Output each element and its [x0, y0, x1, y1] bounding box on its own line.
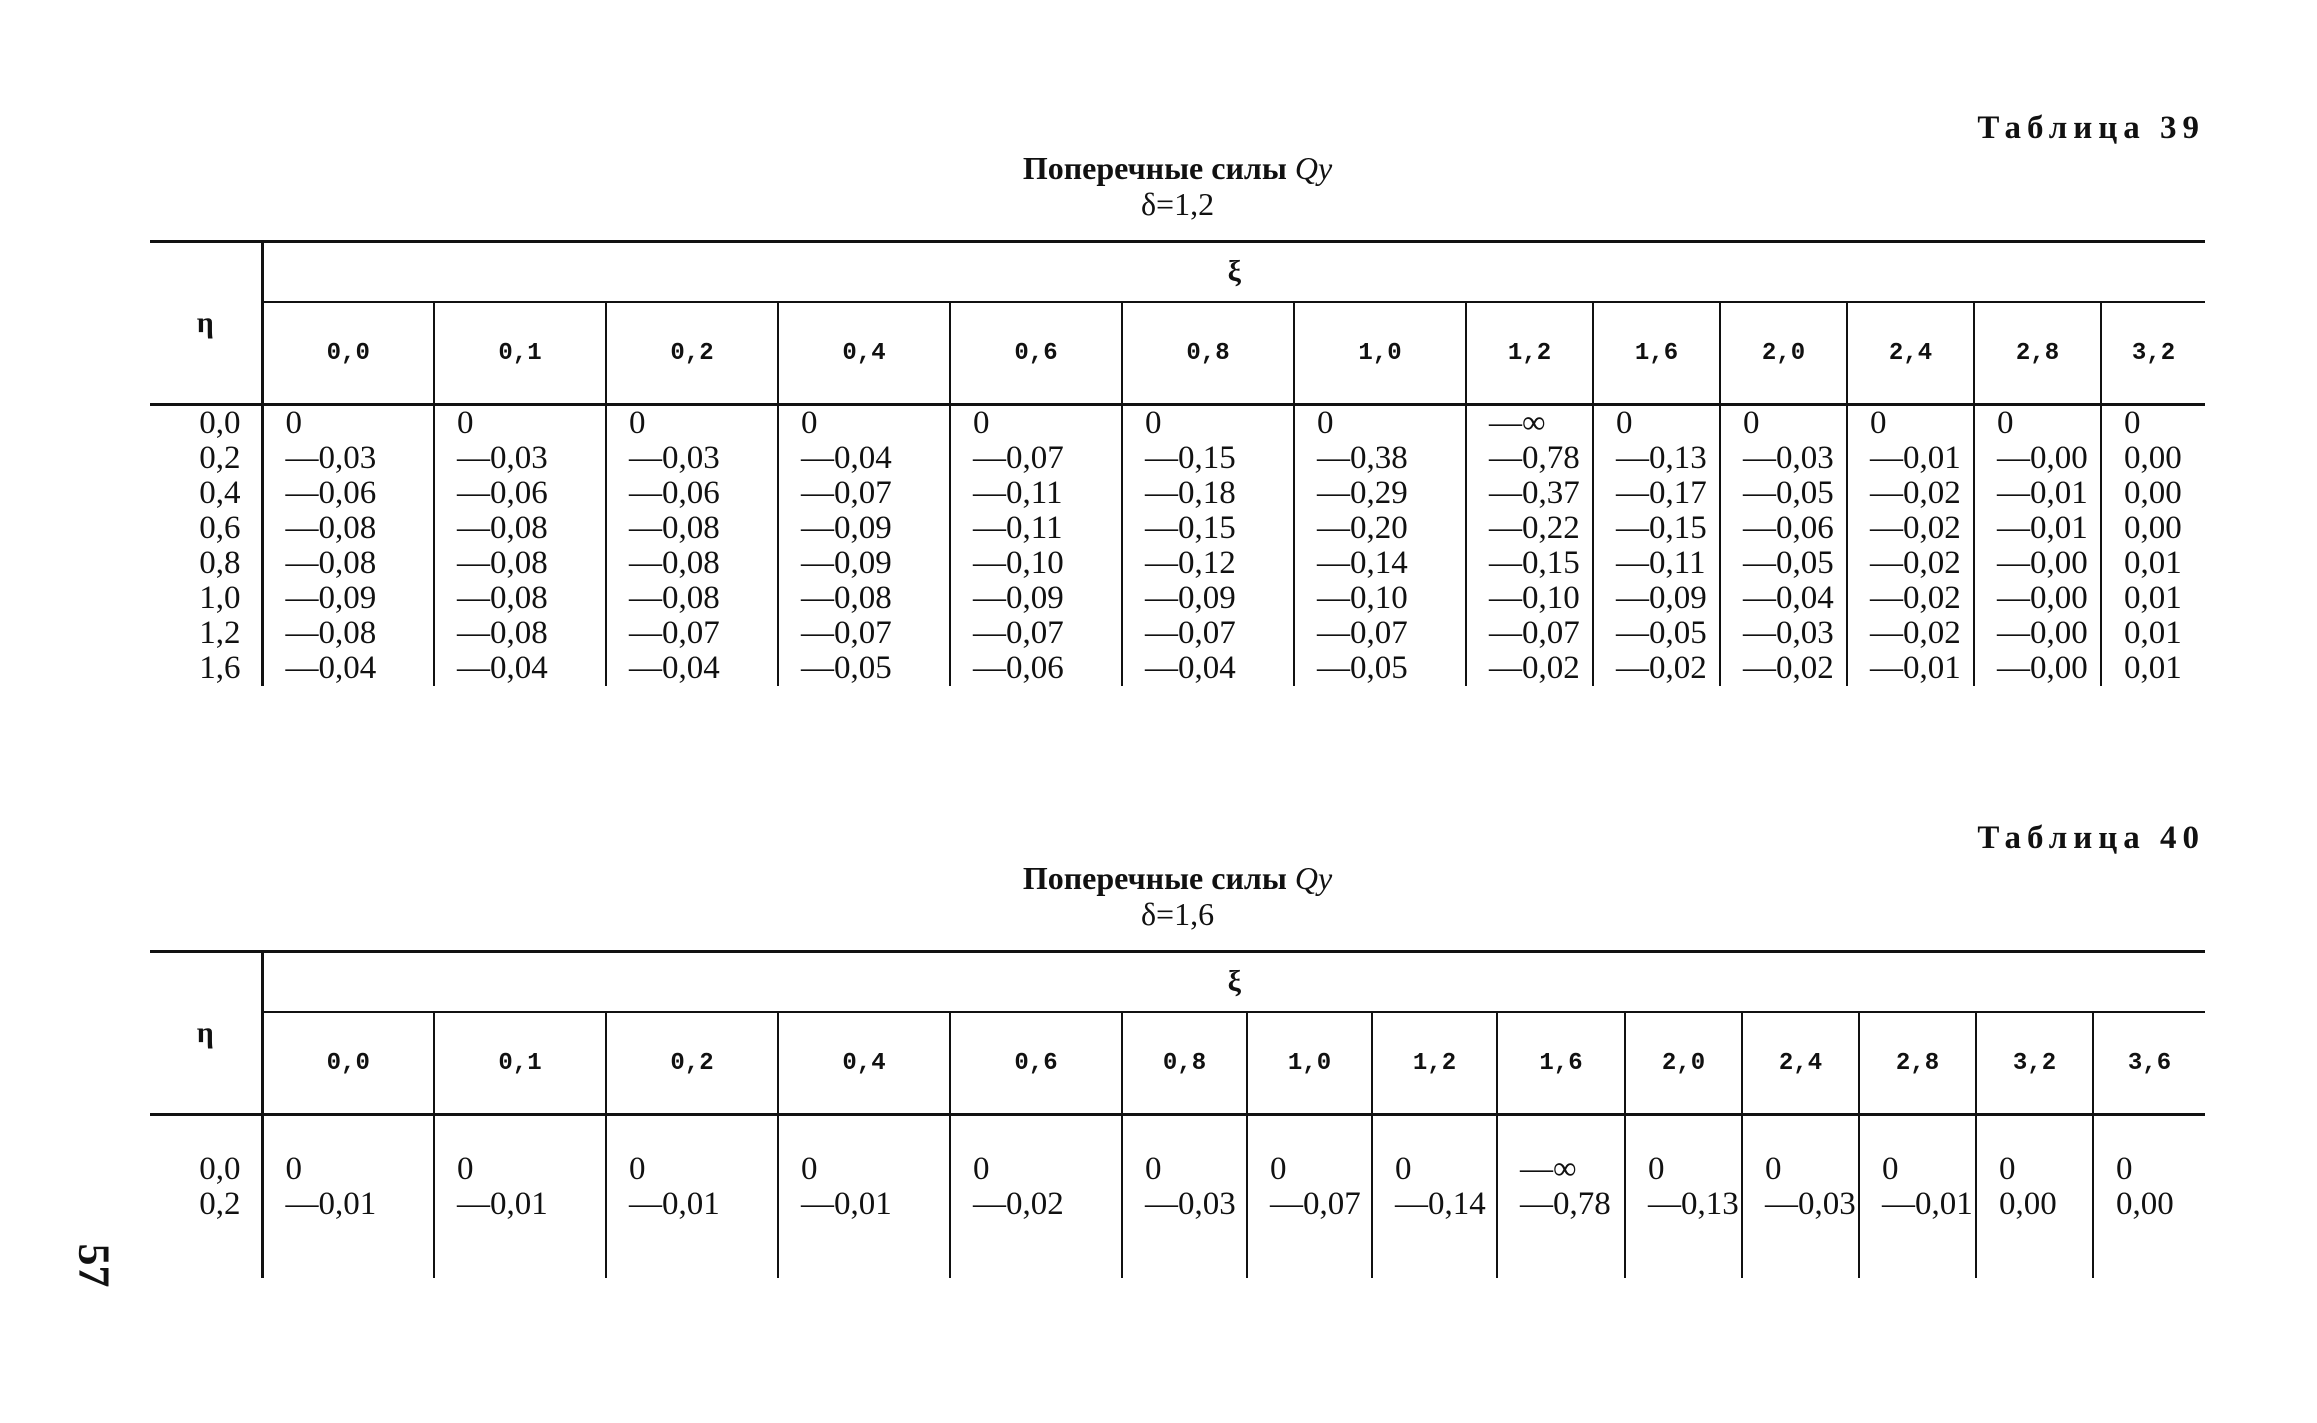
table-cell: —0,06	[457, 475, 548, 511]
caption-param: δ=1,2	[1140, 186, 1215, 222]
value-column	[1466, 405, 1593, 687]
column-header-xi: 2,4	[1742, 1012, 1859, 1115]
table-cell: 0	[801, 405, 818, 441]
column-header-xi: 0,0	[262, 1012, 434, 1115]
table-cell: —0,01	[1882, 1186, 1973, 1222]
eta-value: 0,2	[199, 440, 241, 476]
table-cell: —0,08	[457, 580, 548, 616]
table-cell: 0	[1145, 1151, 1162, 1187]
table-cell: 0,00	[2116, 1186, 2174, 1222]
table-cell: 0,01	[2124, 580, 2182, 616]
value-column	[1122, 405, 1294, 687]
table-cell: —0,01	[457, 1186, 548, 1222]
value-column	[1625, 1115, 1742, 1279]
table-cell: 0	[1997, 405, 2014, 441]
caption-title	[150, 860, 2205, 896]
table-cell: —0,07	[801, 475, 892, 511]
table-cell: —0,14	[1395, 1186, 1486, 1222]
column-header-row	[150, 1012, 2205, 1115]
column-header-xi: 0,4	[778, 302, 950, 405]
eta-value: 0,8	[199, 545, 241, 581]
table-cell: —0,08	[801, 580, 892, 616]
value-column	[950, 1115, 1122, 1279]
table-cell: —0,22	[1489, 510, 1580, 546]
table-cell: —0,02	[1870, 545, 1961, 581]
table-cell: —0,10	[1489, 580, 1580, 616]
table-cell: —0,02	[1616, 650, 1707, 686]
table-cell: 0	[801, 1151, 818, 1187]
eta-value: 0,4	[199, 475, 241, 511]
table-cell: —0,03	[1765, 1186, 1856, 1222]
table-cell: 0	[285, 405, 302, 441]
table-cell: 0	[1395, 1151, 1412, 1187]
table-cell: —0,02	[973, 1186, 1064, 1222]
table-cell: —0,07	[1489, 615, 1580, 651]
value-column	[1593, 405, 1720, 687]
column-header-xi: 0,8	[1122, 302, 1294, 405]
table-cell: 0	[285, 1151, 302, 1187]
table-cell: 0	[1743, 405, 1760, 441]
table-cell: —0,00	[1997, 545, 2088, 581]
table-number-label: Таблица 40	[1977, 820, 2205, 856]
eta-value: 1,2	[199, 615, 241, 651]
data-table	[150, 240, 2205, 686]
value-column	[1742, 1115, 1859, 1279]
table-cell: —0,02	[1870, 615, 1961, 651]
column-header-xi: 0,6	[950, 302, 1122, 405]
table-cell: 0	[973, 405, 990, 441]
table-cell: —0,07	[1317, 615, 1408, 651]
column-group-header-xi: ξ	[262, 952, 2205, 1013]
value-column	[1974, 405, 2101, 687]
table-cell: —0,11	[1616, 545, 1706, 581]
value-column	[606, 405, 778, 687]
table-cell: —0,08	[457, 510, 548, 546]
table-cell: —0,01	[1870, 650, 1961, 686]
table-cell: —0,03	[1743, 440, 1834, 476]
value-column	[1847, 405, 1974, 687]
table-cell: —0,04	[801, 440, 892, 476]
table-cell: —0,10	[1317, 580, 1408, 616]
table-cell: —0,08	[285, 615, 377, 651]
table-cell: —0,05	[1317, 650, 1408, 686]
caption-title	[150, 150, 2205, 186]
eta-value: 0,0	[199, 1151, 241, 1187]
column-header-xi: 1,2	[1466, 302, 1593, 405]
column-header-xi: 1,6	[1593, 302, 1720, 405]
table-cell: —0,01	[1997, 510, 2088, 546]
table-cell: —0,01	[1870, 440, 1961, 476]
table-cell: 0,01	[2124, 615, 2182, 651]
column-header-xi: 1,2	[1372, 1012, 1497, 1115]
eta-value: 1,0	[199, 580, 241, 616]
eta-value: 0,2	[199, 1186, 241, 1222]
table-cell: —0,02	[1870, 580, 1961, 616]
caption-symbol: Qy	[1294, 150, 1333, 186]
table-cell: —0,18	[1145, 475, 1236, 511]
eta-value: 0,6	[199, 510, 241, 546]
table-cell: —0,13	[1648, 1186, 1739, 1222]
table-cell: 0	[1317, 405, 1334, 441]
eta-column	[150, 405, 262, 687]
table-cell: —0,03	[1743, 615, 1834, 651]
table-cell: —0,07	[1270, 1186, 1361, 1222]
row-header-eta: η	[150, 952, 262, 1115]
table-cell: 0,01	[2124, 650, 2182, 686]
table-cell: —0,17	[1616, 475, 1707, 511]
value-column	[1372, 1115, 1497, 1279]
table-cell: —0,08	[629, 510, 720, 546]
table-cell: —0,09	[801, 545, 892, 581]
column-header-xi: 0,2	[606, 1012, 778, 1115]
table-cell: —0,03	[285, 440, 377, 476]
table-body-row	[150, 405, 2205, 687]
table-cell: —0,06	[973, 650, 1064, 686]
table-cell: —0,11	[973, 475, 1063, 511]
table-cell: —0,15	[1145, 510, 1236, 546]
table-cell: 0	[629, 1151, 646, 1187]
table-cell: 0	[2124, 405, 2141, 441]
table-cell: —0,10	[973, 545, 1064, 581]
value-column	[1247, 1115, 1372, 1279]
table-cell: —0,05	[1743, 545, 1834, 581]
column-header-xi: 0,2	[606, 302, 778, 405]
value-column	[778, 405, 950, 687]
table-cell: —0,08	[285, 510, 377, 546]
table-cell: —0,00	[1997, 580, 2088, 616]
table-cell: —∞	[1489, 405, 1546, 441]
value-column	[434, 405, 606, 687]
column-header-xi: 0,6	[950, 1012, 1122, 1115]
table-cell: —0,00	[1997, 650, 2088, 686]
table-cell: 0	[1870, 405, 1887, 441]
value-column	[606, 1115, 778, 1279]
table-cell: —0,06	[285, 475, 377, 511]
table-cell: —0,09	[973, 580, 1064, 616]
table-cell: —0,08	[457, 545, 548, 581]
column-header-xi: 3,2	[1976, 1012, 2093, 1115]
table-cell: —0,08	[629, 580, 720, 616]
column-header-xi: 0,8	[1122, 1012, 1247, 1115]
table-cell: —0,78	[1489, 440, 1580, 476]
table-cell: 0	[457, 1151, 474, 1187]
table-cell: 0	[1999, 1151, 2016, 1187]
value-column	[1294, 405, 1466, 687]
value-column	[262, 405, 434, 687]
value-column	[2093, 1115, 2205, 1279]
caption-param: δ=1,6	[1140, 896, 1215, 932]
table-cell: —0,08	[285, 545, 377, 581]
table-cell: —0,05	[1616, 615, 1707, 651]
table-cell: 0	[1882, 1151, 1899, 1187]
table-cell: —0,14	[1317, 545, 1408, 581]
table-cell: —0,15	[1616, 510, 1707, 546]
caption-text: Поперечные силы	[1022, 860, 1287, 896]
column-header-row	[150, 302, 2205, 405]
table-cell: —0,06	[1743, 510, 1834, 546]
caption-text: Поперечные силы	[1022, 150, 1287, 186]
caption-symbol: Qy	[1294, 860, 1333, 896]
value-column	[1859, 1115, 1976, 1279]
table-cell: —0,08	[457, 615, 548, 651]
column-header-xi: 1,0	[1294, 302, 1466, 405]
column-header-xi: 2,4	[1847, 302, 1974, 405]
table-cell: —0,15	[1489, 545, 1580, 581]
table-cell: —0,04	[285, 650, 377, 686]
table-cell: —0,01	[1997, 475, 2088, 511]
table-cell: —0,03	[629, 440, 720, 476]
row-header-eta: η	[150, 242, 262, 405]
table-cell: —∞	[1520, 1151, 1577, 1187]
column-header-xi: 2,8	[1859, 1012, 1976, 1115]
column-header-xi: 1,0	[1247, 1012, 1372, 1115]
column-header-xi: 1,6	[1497, 1012, 1625, 1115]
column-header-xi: 2,0	[1625, 1012, 1742, 1115]
eta-value: 1,6	[199, 650, 241, 686]
table-cell: —0,09	[1145, 580, 1236, 616]
table-cell: —0,02	[1870, 510, 1961, 546]
table-cell: 0,00	[2124, 475, 2182, 511]
page-number: 57	[69, 1243, 119, 1288]
table-cell: 0	[1616, 405, 1633, 441]
column-header-xi: 0,1	[434, 302, 606, 405]
table-caption	[150, 150, 2205, 222]
table-cell: —0,09	[801, 510, 892, 546]
table-cell: —0,00	[1997, 615, 2088, 651]
value-column	[1122, 1115, 1247, 1279]
value-column	[1497, 1115, 1625, 1279]
table-cell: 0	[1648, 1151, 1665, 1187]
table-cell: —0,07	[973, 615, 1064, 651]
eta-column	[150, 1115, 262, 1279]
table-cell: —0,05	[1743, 475, 1834, 511]
table-cell: —0,04	[629, 650, 720, 686]
column-header-xi: 0,1	[434, 1012, 606, 1115]
column-header-xi: 2,8	[1974, 302, 2101, 405]
table-cell: —0,02	[1489, 650, 1580, 686]
table-cell: —0,37	[1489, 475, 1580, 511]
table-cell: —0,02	[1870, 475, 1961, 511]
column-header-xi: 0,4	[778, 1012, 950, 1115]
table-cell: —0,09	[285, 580, 377, 616]
table-cell: —0,07	[801, 615, 892, 651]
column-header-xi: 3,6	[2093, 1012, 2205, 1115]
value-column	[778, 1115, 950, 1279]
column-group-header-xi: ξ	[262, 242, 2205, 303]
value-column	[262, 1115, 434, 1279]
column-header-xi: 0,0	[262, 302, 434, 405]
table-cell: —0,07	[1145, 615, 1236, 651]
column-header-xi: 3,2	[2101, 302, 2205, 405]
table-cell: —0,07	[629, 615, 720, 651]
table-cell: 0,01	[2124, 545, 2182, 581]
column-header-xi: 2,0	[1720, 302, 1847, 405]
table-cell: —0,06	[629, 475, 720, 511]
table-cell: —0,13	[1616, 440, 1707, 476]
table-cell: 0,00	[2124, 510, 2182, 546]
table-cell: 0	[973, 1151, 990, 1187]
table-cell: —0,03	[1145, 1186, 1236, 1222]
table-cell: 0	[1145, 405, 1162, 441]
table-cell: —0,29	[1317, 475, 1408, 511]
table-cell: 0,00	[2124, 440, 2182, 476]
table-cell: 0	[629, 405, 646, 441]
table-cell: —0,15	[1145, 440, 1236, 476]
value-column	[1720, 405, 1847, 687]
table-caption	[150, 860, 2205, 932]
table-cell: —0,05	[801, 650, 892, 686]
table-cell: —0,12	[1145, 545, 1236, 581]
data-table	[150, 950, 2205, 1278]
table-cell: —0,20	[1317, 510, 1408, 546]
table-cell: 0	[2116, 1151, 2133, 1187]
table-cell: —0,01	[629, 1186, 720, 1222]
table-cell: —0,08	[629, 545, 720, 581]
table-cell: 0	[1270, 1151, 1287, 1187]
table-cell: —0,02	[1743, 650, 1834, 686]
value-column	[950, 405, 1122, 687]
table-cell: —0,07	[973, 440, 1064, 476]
table-cell: —0,01	[801, 1186, 892, 1222]
table-cell: —0,04	[1743, 580, 1834, 616]
value-column	[434, 1115, 606, 1279]
table-body-row	[150, 1115, 2205, 1279]
table-cell: —0,00	[1997, 440, 2088, 476]
table-cell: 0	[1765, 1151, 1782, 1187]
table-cell: —0,38	[1317, 440, 1408, 476]
eta-value: 0,0	[199, 405, 241, 441]
value-column	[2101, 405, 2205, 687]
table-cell: —0,09	[1616, 580, 1707, 616]
table-cell: —0,78	[1520, 1186, 1611, 1222]
table-number-label: Таблица 39	[1977, 110, 2205, 146]
value-column	[1976, 1115, 2093, 1279]
table-cell: —0,04	[1145, 650, 1236, 686]
table-cell: 0,00	[1999, 1186, 2057, 1222]
table-cell: —0,01	[285, 1186, 377, 1222]
table-cell: —0,04	[457, 650, 548, 686]
table-cell: —0,03	[457, 440, 548, 476]
table-cell: 0	[457, 405, 474, 441]
table-cell: —0,11	[973, 510, 1063, 546]
